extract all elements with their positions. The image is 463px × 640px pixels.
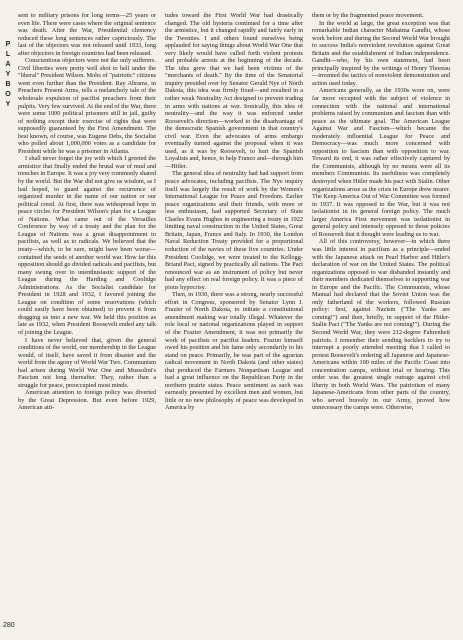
running-head-letter: Y bbox=[5, 71, 11, 78]
paragraph: Then, in 1930, there was a strong, nearly successful effort in Congress, sponsored by Senator Lynn J. Frazier of North Dakota, to initiate a constitutional amendment making war totally illegal. Whatever the role local or national organizations played in support of the Frazier Amendment, it was not primarily the work of pacifists or pacifist leaders. Frazier himself owed his position and his fame only secondarily to his stand on peace. Primarily, he was part of the agrarian radical movement in North Dakota (and other states) that produced the Farmers Nonpartisan League and had a great influence on the Republican Party in the northern prairie states. Peace sentiment as such was earnestly presented by excellent men and women, but little or no new philosophy of peace was developed in America by bbox=[165, 291, 303, 412]
paragraph: Conscientious objectors were not the only sufferers. Civil liberties were pretty well shot to hell under the "liberal" President Wilson. Mobs of "patriotic" citizens went even further than the President. Ray Abrams, in Preachers Present Arms, tells a melancholy tale of the wholesale expulsion of pacifist preachers from their pulpits. Very few survived. At the end of the War, there were some 1000 political prisoners still in jail, guilty of nothing except their exercise of rights that were supposedly guaranteed by the First Amendment. The best known, of course, was Eugene Debs, the Socialist who polled about 1,000,000 votes as a candidate for President while he was a prisoner in Atlanta. bbox=[18, 57, 156, 155]
paragraph: The general idea of neutrality had had support from peace advocates, including pacifists. The Nye inquiry itself was largely the result of work by the Women's International League for Peace and Freedom. Earlier peace organizations and their friends, with more or less enthusiasm, had supported Secretary of State Charles Evans Hughes in engineering a treaty in 1922 limiting naval construction in the United States, Great Britain, Japan, France and Italy. In 1930, the London Naval Reduction Treaty provided for a proportional reduction of the navies of these five countries. Under President Coolidge, we were treated to the Kellogg-Briand Pact, signed by practically all nations. The Pact renounced war as an instrument of policy but never had any effect on real foreign policy. It was a piece of pious hypocrisy. bbox=[165, 170, 303, 291]
paragraph: Americans generally, as the 1930s wore on, were far more occupied with the subject of violence in connection with the national and international problems raised by communism and fascism than with peace as the ultimate goal. The American League Against War and Fascism—which became the moderately influential League for Peace and Democracy—was much more concerned with opposition to fascism than with opposition to war. Toward its end, it was rather effectively captured by the Communists, although by no means were all its members Communists. Its usefulness was completely destroyed when Hitler made his pact with Stalin. Other organizations arose as the crisis in Europe drew nearer. The Keep America Out of War Committee was formed in 1937. It was opposed to the War, but it was not isolationist in its general foreign policy. The much larger America First movement was isolationist in general policy and intensely opposed to those policies of Roosevelt that it thought were leading us to war. bbox=[312, 87, 450, 238]
running-head-letter: B bbox=[5, 81, 11, 88]
text-column-3 bbox=[312, 12, 450, 634]
paragraph: I shall never forget the joy with which I greeted the armistice that finally ended the brutal war of mud and trenches in Europe. It was a joy very commonly shared by the world. But the War did not give us wisdom, as I had hoped, to guard against the recurrence of organized murder in the name of our nation or our political creed. At first, there was widespread hope in peace circles for President Wilson's plan for a League of Nations. What came out of the Versailles Conference by way of a treaty and the plan for the League of Nations was a great disappointment to pacifists, as well as to radicals. We believed that the treaty—which, to be sure, might have been worse—contained the seeds of another world war. How far this opposition should go divided radicals and pacifists, but many swung over to unenthusiastic support of the League during the Harding and Coolidge Administrations. As the Socialist candidate for President in 1928 and 1932, I favored joining the League on condition of some reservations (which could easily have been obtained) to prevent it from dragging us into a new war. We held this position as late as 1932, when President Roosevelt ended any talk of joining the League. bbox=[18, 155, 156, 336]
page-number: 280 bbox=[3, 622, 15, 629]
running-head-letter: A bbox=[5, 61, 11, 68]
text-column-1 bbox=[18, 12, 156, 634]
running-head-letter: Y bbox=[5, 101, 11, 108]
paragraph: All of this controversy, however—in which there was little interest in pacifism as a principle—ended with the Japanese attack on Pearl Harbor and Hitler's declaration of war on the United States. The political organizations opposed to war disbanded instantly and their members dedicated themselves to supporting war in Europe and the Pacific. The Communists, whose Manual had declared that the Soviet Union was the only fatherland of the workers, followed Russian policy: first, against Nazism ("The Yanks are coming!") and then, briefly, in support of the Hitler-Stalin Pact ("The Yanks are not coming!"). During the Second World War, they were 212-degree Fahrenheit patriots. I remember their sending hecklers to try to interrupt a poorly attended meeting that I called to protest Roosevelt's ordering all Japanese and Japanese-Americans within 100 miles of the Pacific Coast into concentration camps, without trial or hearing. This order was the greatest single outrage against civil liberty in both World Wars. The patriotism of many Japanese-Americans from other parts of the country, who served bravely in our Army, proved how unnecessary the camps were. Otherwise, bbox=[312, 238, 450, 412]
paragraph: In the world at large, the great exception was that remarkable Indian character Mahatma Gandhi, whose work before and during the Second World War brought to success India's nonviolent revolution against Great Britain and the establishment of Indian independence. Gandhi—who, by his own statement, had been principally inspired by the writings of Henry Thoreau—invented the tactics of nonviolent demonstration and action used today. bbox=[312, 19, 450, 87]
running-head-letter: O bbox=[5, 91, 11, 98]
paragraph: them or by the fragmented peace movement. bbox=[312, 12, 424, 19]
running-head-letter: L bbox=[5, 51, 11, 58]
magazine-running-head bbox=[2, 40, 14, 110]
text-column-2 bbox=[165, 12, 303, 634]
running-head-letter: P bbox=[5, 41, 11, 48]
paragraph: American attention to foreign policy was diverted by the Great Depression. But even before 1929, American atti- bbox=[18, 389, 156, 412]
paragraph: I have never believed that, given the general conditions of the world, our membership in the League would, of itself, have saved it from disaster and the world from the agony of World War Two. Communism had arisen during World War One and Mussolini's Fascism not long thereafter. They, rather than a struggle for peace, preoccupied most minds. bbox=[18, 336, 156, 389]
paragraph: tudes toward the First World War had drastically changed. The old hysteria continued for a time after the armistice, but it changed rapidly and fairly early in the Twenties. I and others found ourselves being applauded for saying things about World War One that very likely would have called forth violent protests and probable arrests at the beginning of the decade. The idea grew that we had been victims of the "merchants of death." By the time of the Senatorial inquiry presided over by Senator Gerald Nye of North Dakota, this idea was firmly fixed—and resulted in a rather weak Neutrality Act designed to prevent trading in arms with nations at war. Ironically, this idea of neutrality—and the way it was enforced under Roosevelt's direction—worked to the disadvantage of the democratic Spanish government in that country's civil war. Even the advocates of arms embargo eventually turned against the proposal when it was used, as it was by Roosevelt, to hurt the Spanish Loyalists and, hence, to help Franco and—through him—Hitler. bbox=[165, 12, 303, 170]
paragraph: sent to military prisons for long terms—25 years or even life. There were cases where the original sentence was death. After the War, Presidential clemency reduced these long sentences rather capriciously. The last of the objectors was not released until 1933, long after objectors in foreign countries had been released. bbox=[18, 12, 156, 57]
